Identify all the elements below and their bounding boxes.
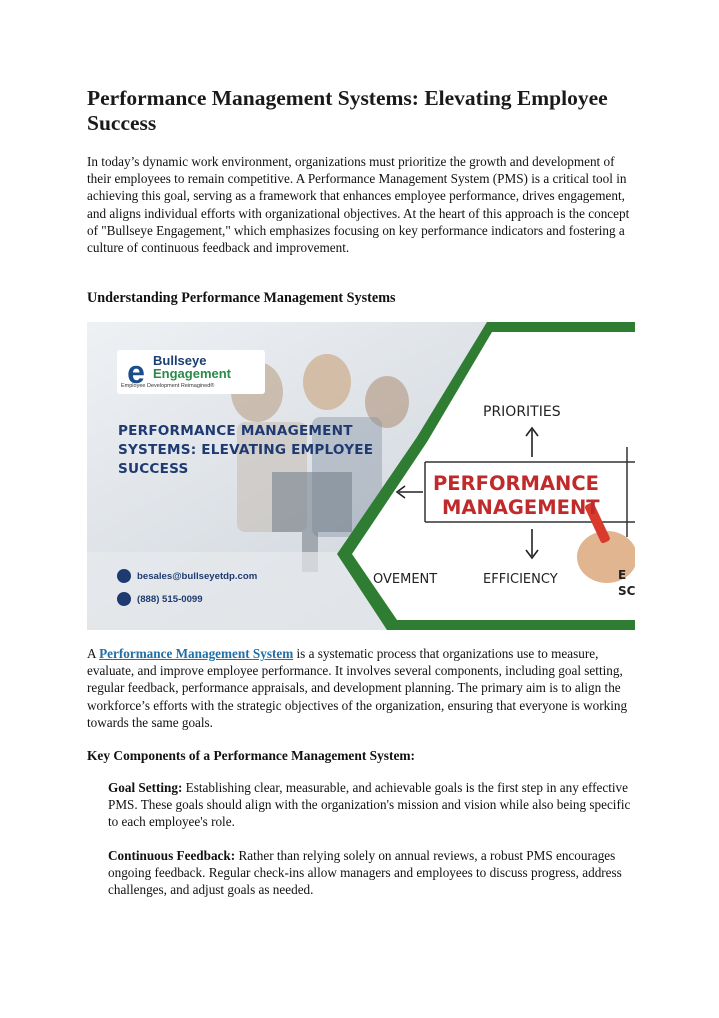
hero-phone: [117, 592, 203, 608]
board-e: E: [618, 568, 627, 582]
para2-rest: is a systematic process that organizations use to measure, evaluate, and improve employee performance. It involves several components, including goal setting, regular feedback, performance appraisals, and development planning. The primary aim is to align the workforce’s efforts with the strategic objectives of the organization, ensuring that everyone is working towards the same goals.: [87, 646, 628, 730]
phone-icon: [117, 592, 131, 606]
logo-mark: e: [127, 354, 145, 390]
component-text: Rather than relying solely on annual reviews, a robust PMS encourages ongoing feedback. Regular check-ins allow managers and employees to discuss progress, address challenges, and adjust goals as needed.: [108, 848, 622, 898]
logo-tagline: Employee Development Reimagined®: [121, 383, 215, 389]
pms-definition-paragraph: [87, 645, 635, 731]
board-performance: PERFORMANCE: [433, 472, 599, 495]
component-label: Continuous Feedback:: [108, 848, 236, 863]
board-management: MANAGEMENT: [442, 496, 600, 519]
pms-link[interactable]: Performance Management System: [99, 646, 294, 661]
board-sc: SC: [618, 584, 635, 598]
board-priorities: PRIORITIES: [483, 404, 561, 420]
component-text: Establishing clear, measurable, and achievable goals is the first step in any effective PMS. These goals should align with the organization's mission and vision while also being specific to each employee's role.: [108, 780, 631, 830]
logo-name-2: Engagement: [153, 366, 232, 381]
component-continuous-feedback: [108, 847, 635, 899]
bullseye-logo: [117, 350, 265, 394]
para2-prefix: A: [87, 646, 100, 661]
hero-headline: PERFORMANCE MANAGEMENT SYSTEMS: ELEVATING EMPLOYEE SUCCESS: [118, 423, 374, 477]
hero-email: [117, 569, 257, 585]
phone-text: (888) 515-0099: [137, 594, 203, 605]
intro-paragraph: In today’s dynamic work environment, organizations must prioritize the growth and development of their employees to remain competitive. A Performance Management System (PMS) is a critical tool in achieving this goal, serving as a framework that enhances employee performance, drives engagement, and aligns individual efforts with organizational objectives. At the heart of this approach is the concept of "Bullseye Engagement," which emphasizes focusing on key performance indicators and fostering a culture of continuous feedback and improvement.: [87, 154, 630, 256]
hero-image: [87, 322, 635, 630]
board-improvement: OVEMENT: [373, 572, 438, 587]
email-icon: [117, 569, 131, 583]
board-efficiency: EFFICIENCY: [483, 572, 558, 587]
section-heading-understanding: Understanding Performance Management Systems: [87, 290, 396, 306]
email-text: besales@bullseyetdp.com: [137, 571, 258, 582]
component-goal-setting: [108, 779, 635, 831]
component-label: Goal Setting:: [108, 780, 183, 795]
logo-name-1: Bullseye: [153, 353, 207, 368]
page-title: Performance Management Systems: Elevating Employee Success: [87, 86, 608, 135]
section-heading-key-components: Key Components of a Performance Management System:: [87, 748, 415, 763]
